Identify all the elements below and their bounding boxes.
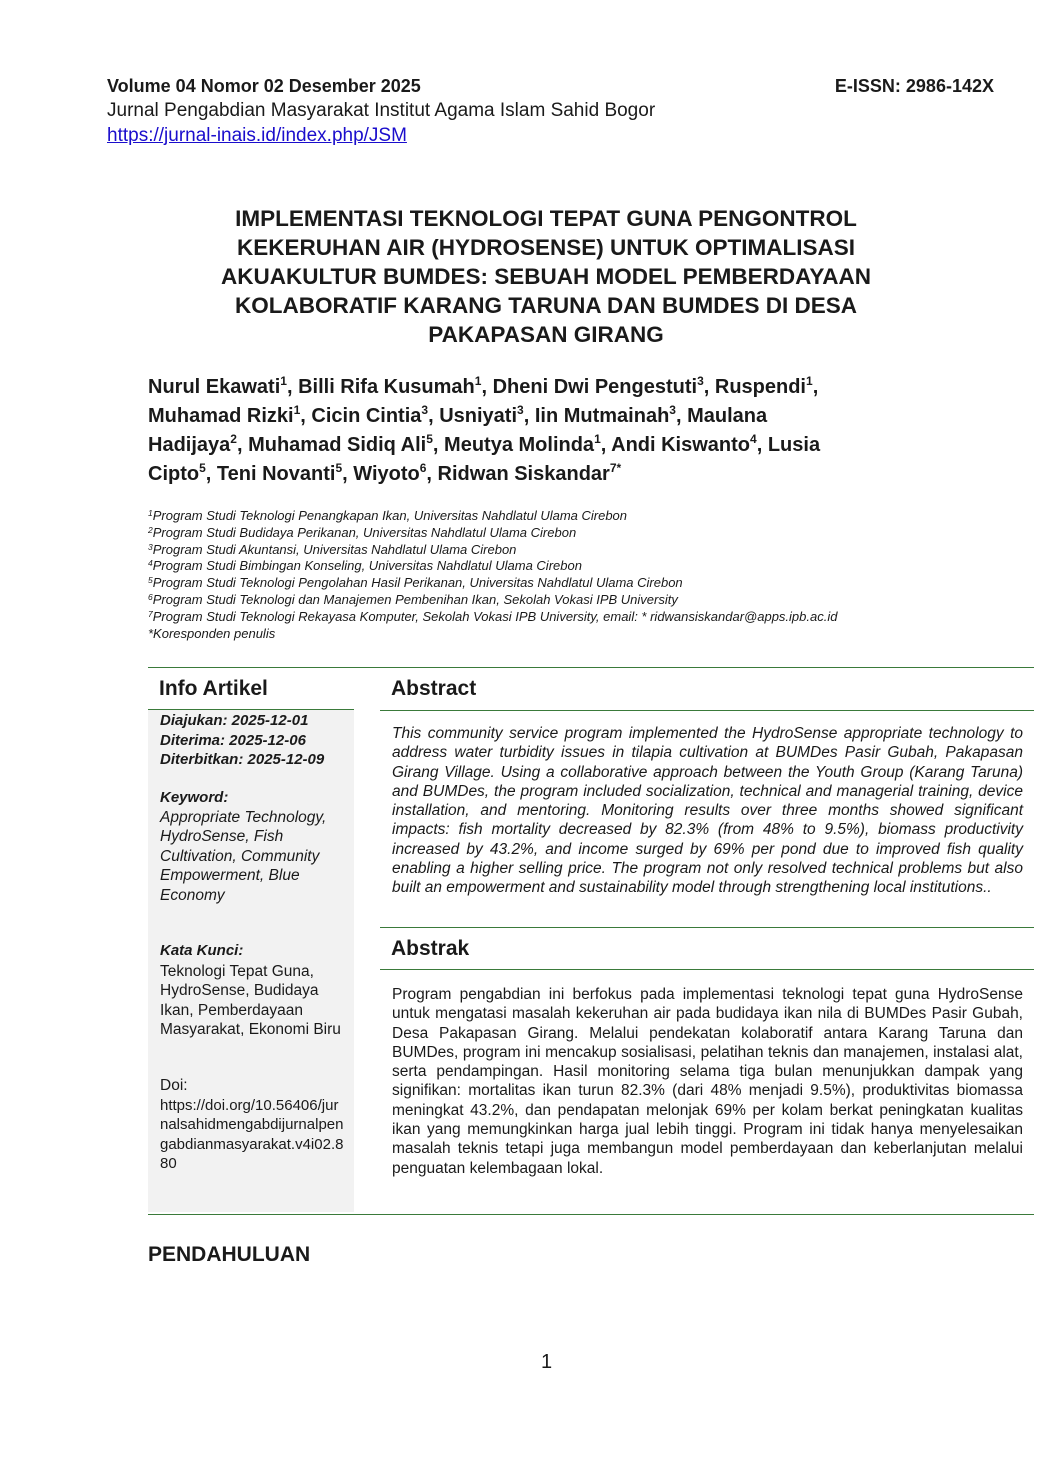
bottom-divider xyxy=(148,1214,1034,1215)
article-dates xyxy=(160,711,324,770)
keywords-en: Appropriate Technology, HydroSense, Fish Cultivation, Community Empowerment, Blue Economy xyxy=(160,809,327,904)
author-name: Andi Kiswanto xyxy=(611,434,751,456)
author-name: Usniyati xyxy=(439,405,518,427)
abstract-bottom-divider xyxy=(380,927,1034,928)
abstract-divider xyxy=(380,710,1034,711)
author-affil: 3 xyxy=(517,403,524,417)
author-affil: 5 xyxy=(426,432,433,446)
affiliation-item xyxy=(148,542,837,559)
journal-url-link[interactable]: https://jurnal-inais.id/index.php/JSM xyxy=(107,125,407,146)
published-date: Diterbitkan: 2025-12-09 xyxy=(160,751,325,768)
author-affil: 1 xyxy=(280,374,287,388)
author-name-part: Cipto xyxy=(148,463,200,485)
affiliation-number: 4 xyxy=(148,558,153,569)
affiliation-item xyxy=(148,609,837,626)
affiliation-item xyxy=(148,558,837,575)
title-line: IMPLEMENTASI TEKNOLOGI TEPAT GUNA PENGONTROL xyxy=(235,206,857,231)
volume-info: Volume 04 Nomor 02 Desember 2025 xyxy=(107,76,421,96)
submitted-date: Diajukan: 2025-12-01 xyxy=(160,712,309,729)
page-number: 1 xyxy=(540,1351,553,1373)
affiliation-text: Program Studi Budidaya Perikanan, Universitas Nahdlatul Ulama Cirebon xyxy=(152,524,577,540)
affiliation-number: 7 xyxy=(148,608,153,619)
accepted-date: Diterima: 2025-12-06 xyxy=(160,731,306,749)
affiliation-item xyxy=(148,525,837,542)
affiliation-number: 3 xyxy=(148,541,153,552)
affiliation-number: 2 xyxy=(148,524,153,535)
author-name-part: Maulana xyxy=(687,405,768,427)
title-line: PAKAPASAN GIRANG xyxy=(428,322,664,347)
issn: E-ISSN: 2986-142X xyxy=(834,76,994,96)
info-heading: Info Artikel xyxy=(159,677,268,700)
abstract-text: This community service program implemented the HydroSense appropriate technology to address water turbidity issues in tilapia cultivation at BUMDes Pasir Gubah, Pakapasan Girang Village. Using a collaborative approach between the Youth Group (Karang Taruna) and BUMDes, the program included socialization, technical and managerial training, device installation, and mentoring. Monitoring results over three months showed significant impacts: fish mortality decreased by 82.3% (from 48% to 9.5%), biomass productivity increased by 43.2%, and income surged by 69% per pond due to improved fish quality enabling a higher selling price. The program not only resolved technical problems but also built an empowerment and sustainability model through strengthening local institutions.. xyxy=(392,725,1023,897)
author-name: Muhamad Sidiq Ali xyxy=(248,434,427,456)
affiliation-text: Program Studi Teknologi Pengolahan Hasil Perikanan, Universitas Nahdlatul Ulama Cirebon xyxy=(152,575,683,591)
author-name: Dheni Dwi Pengestuti xyxy=(492,376,698,398)
author-affil: 1 xyxy=(293,403,301,417)
author-affil: 5 xyxy=(199,461,206,475)
affiliation-number: 6 xyxy=(148,591,153,602)
affiliation-item xyxy=(148,575,837,592)
author-affil: 3 xyxy=(669,403,676,417)
title-line: AKUAKULTUR BUMDES: SEBUAH MODEL PEMBERDAYAAN xyxy=(220,264,872,289)
author-name: Muhamad Rizki xyxy=(148,405,294,427)
journal-name: Jurnal Pengabdian Masyarakat Institut Agama Islam Sahid Bogor xyxy=(107,100,656,121)
keyword-label: Keyword: xyxy=(160,789,229,806)
author-affil: 5 xyxy=(335,461,343,475)
affiliation-item xyxy=(148,508,837,525)
author-affil: 4 xyxy=(750,432,757,446)
corresponding-note: *Koresponden penulis xyxy=(148,625,276,641)
author-name: Billi Rifa Kusumah xyxy=(298,376,475,398)
author-name: Nurul Ekawati xyxy=(148,376,281,398)
author-name: Iin Mutmainah xyxy=(534,405,670,427)
author-affil: 7* xyxy=(609,461,622,475)
affiliation-text: Program Studi Teknologi dan Manajemen Pembenihan Ikan, Sekolah Vokasi IPB University xyxy=(152,591,678,607)
author-line: Nurul Ekawati$^1$, Billi Rifa Kusumah$^1$, Dheni Dwi Pengestuti$^3$, Ruspendi$^1$, xyxy=(148,374,819,398)
author-name-part: Hadijaya xyxy=(148,434,231,456)
title-line: KOLABORATIF KARANG TARUNA DAN BUMDES DI DESA xyxy=(234,293,858,318)
author-affil: 1 xyxy=(806,374,813,388)
author-affil: 6 xyxy=(419,461,427,475)
author-list xyxy=(148,373,948,489)
author-name: Teni Novanti xyxy=(216,463,336,485)
affiliation-list xyxy=(148,508,837,642)
author-name-part: Lusia xyxy=(767,434,821,456)
affiliation-text: Program Studi Teknologi Penangkapan Ikan, Universitas Nahdlatul Ulama Cirebon xyxy=(152,508,628,523)
author-line: Cipto$^5$, Teni Novanti$^5$, Wiyoto$^6$, Ridwan Siskandar$^{7*}$ xyxy=(148,461,622,485)
doi-link[interactable]: https://doi.org/10.56406/jurnalsahidmengabdijurnalpengabdianmasyarakat.v4i02.880 xyxy=(160,1097,344,1173)
author-line: Muhamad Rizki$^1$, Cicin Cintia$^3$, Usniyati$^3$, Iin Mutmainah$^3$, Maulana xyxy=(148,403,768,427)
affiliation-number: 1 xyxy=(148,508,153,518)
author-affil: 1 xyxy=(594,432,601,446)
article-title xyxy=(150,204,942,349)
author-affil: 3 xyxy=(697,374,704,388)
affiliation-item xyxy=(148,592,837,609)
affiliation-text: Program Studi Akuntansi, Universitas Nahdlatul Ulama Cirebon xyxy=(152,541,517,557)
affiliation-number: 5 xyxy=(148,575,153,586)
author-affil: 3 xyxy=(421,403,429,417)
section-heading: PENDAHULUAN xyxy=(148,1243,311,1266)
author-name: Wiyoto xyxy=(353,463,420,485)
abstract-heading: Abstract xyxy=(391,677,477,700)
affiliation-text: Program Studi Teknologi Rekayasa Komputer, Sekolah Vokasi IPB University, email: * ridwansiskandar@apps.ipb.ac.id xyxy=(152,608,838,624)
abstrak-heading: Abstrak xyxy=(391,937,470,960)
abstrak-divider xyxy=(380,969,1034,970)
kata-kunci-label: Kata Kunci: xyxy=(160,942,244,959)
author-name: Ruspendi xyxy=(714,376,806,398)
author-affil: 1 xyxy=(474,374,482,388)
abstrak-text: Program pengabdian ini berfokus pada implementasi teknologi tepat guna HydroSense untuk mengatasi masalah kekeruhan air pada budidaya ikan nila di BUMDes Pasir Gubah, Desa Pakapasan Girang. Melalui pendekatan kolaboratif antara Karang Taruna dan BUMDes, program ini mencakup sosialisasi, pelatihan teknis dan manajemen, instalasi alat, serta pendampingan. Hasil monitoring selama tiga bulan menunjukkan dampak yang signifikan: mortalitas ikan turun 82.3% (dari 48% menjadi 9.5%), produktivitas biomassa meningkat 43.2%, dan pendapatan melonjak 69% per kolam berkat peningkatan kualitas ikan yang memungkinkan harga jual lebih tinggi. Program ini tidak hanya menyelesaikan masalah teknis tetapi juga membangun model pemberdayaan dan keberlanjutan melalui penguatan kelembagaan lokal. xyxy=(392,986,1023,1177)
top-divider xyxy=(148,667,1034,668)
author-name: Meutya Molinda xyxy=(444,434,595,456)
doi-label: Doi: xyxy=(160,1077,188,1094)
title-line: KEKERUHAN AIR (HYDROSENSE) UNTUK OPTIMALISASI xyxy=(237,235,855,260)
keywords-id: Teknologi Tepat Guna, HydroSense, Budidaya Ikan, Pemberdayaan Masyarakat, Ekonomi Biru xyxy=(160,963,341,1039)
author-affil: 2 xyxy=(230,432,237,446)
affiliation-text: Program Studi Bimbingan Konseling, Universitas Nahdlatul Ulama Cirebon xyxy=(152,558,582,574)
author-line: Hadijaya$^2$, Muhamad Sidiq Ali$^5$, Meutya Molinda$^1$, Andi Kiswanto$^4$, Lusia xyxy=(148,432,821,456)
author-name: Ridwan Siskandar xyxy=(437,463,610,485)
author-name: Cicin Cintia xyxy=(311,405,422,427)
